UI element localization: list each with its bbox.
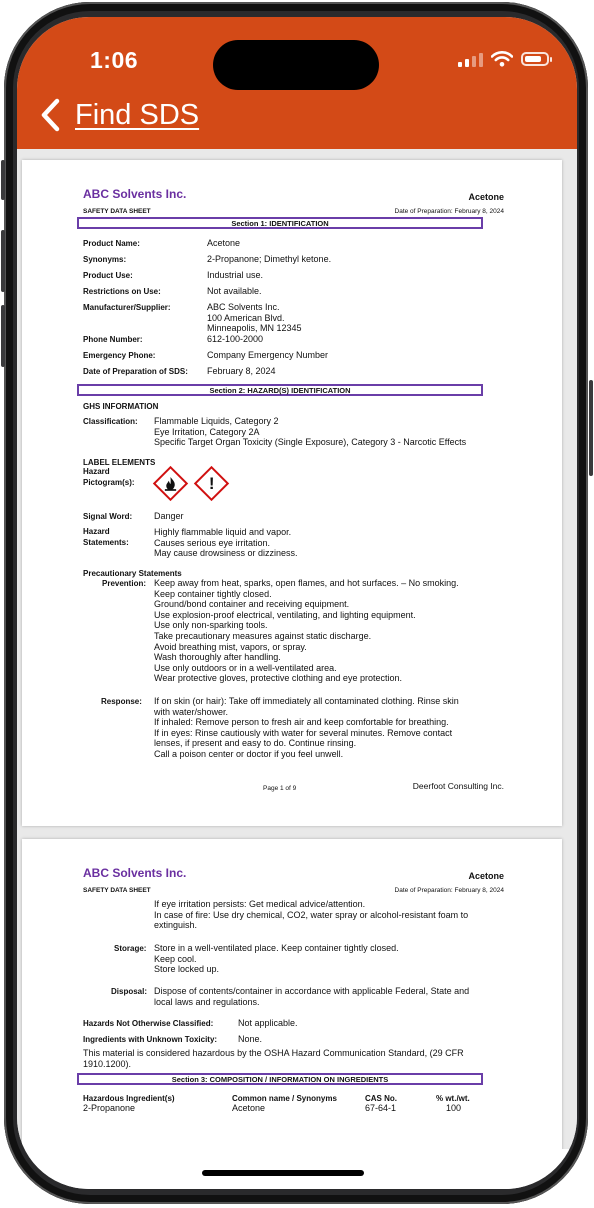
doc-type: SAFETY DATA SHEET [83,887,151,894]
sds-viewer[interactable] [17,149,577,1149]
battery-icon [521,52,549,66]
ghs-heading: GHS INFORMATION [83,402,159,411]
field-label: Manufacturer/Supplier: [83,303,171,312]
table-header: Common name / Synonyms [232,1094,337,1103]
pictogram-row [158,471,224,496]
field-value: Industrial use. [207,270,264,280]
field-label: Restrictions on Use: [83,287,161,296]
volume-up-button[interactable] [1,230,5,292]
response-continued: If eye irritation persists: Get medical advice/attention. In case of fire: Use dry chemical, CO2, water spray or alcohol-resistant foam to extinguish. [154,899,469,931]
power-button[interactable] [589,380,593,476]
signal-word-value: Danger [154,511,184,521]
table-cell: 67-64-1 [365,1103,397,1113]
company-name: ABC Solvents Inc. [83,866,187,880]
doc-type: SAFETY DATA SHEET [83,208,151,215]
wifi-icon [491,51,513,67]
back-button[interactable] [39,98,199,132]
dynamic-island [213,40,379,90]
volume-down-button[interactable] [1,305,5,367]
screen [17,17,577,1189]
table-cell: 100 [446,1103,462,1113]
table-cell: Acetone [232,1103,266,1113]
precautionary-heading: Precautionary Statements [83,569,182,578]
unknown-tox-label: Ingredients with Unknown Toxicity: [83,1035,218,1044]
classification-label: Classification: [83,417,138,426]
prevention-label: Prevention: [102,579,147,588]
sds-page-2 [22,839,562,1149]
pictogram-label: Hazard Pictogram(s): [83,467,135,487]
table-header: Hazardous Ingredient(s) [83,1094,175,1103]
table-cell: 2-Propanone [83,1103,136,1113]
prevention-value: Keep away from heat, sparks, open flames, and hot surfaces. – No smoking. Keep container tightly closed. Ground/bond container and receiving equipment. Use explosion-proof electrical, ventilating, and lighting equipment. Use only non-sparking tools. Take precautionary measures against static discharge. Avoid breathing mist, vapors, or spray. Wash thoroughly after handling. Use only outdoors or in a well-ventilated area. Wear protective gloves, protective clothing and eye protection. [154,578,459,684]
page-number: Page 1 of 9 [263,785,297,792]
hazard-statements-label: Hazard Statements: [83,527,129,547]
signal-word-label: Signal Word: [83,512,133,521]
section-2-header: Section 2: HAZARD(S) IDENTIFICATION [77,384,483,396]
storage-label: Storage: [114,944,147,953]
app-header [17,17,577,149]
field-label: Emergency Phone: [83,351,156,360]
flame-icon [153,466,188,501]
osha-note: This material is considered hazardous by the OSHA Hazard Communication Standard, (29 CFR 1910.1200). [83,1048,464,1069]
field-value: 612-100-2000 [207,334,264,344]
field-value: ABC Solvents Inc. 100 American Blvd. Minneapolis, MN 12345 [207,302,302,334]
exclamation-icon: ! [194,466,229,501]
back-label: Find SDS [75,98,200,131]
field-value: 2-Propanone; Dimethyl ketone. [207,254,332,264]
section-1-header: Section 1: IDENTIFICATION [77,217,483,229]
company-name: ABC Solvents Inc. [83,187,187,201]
prep-date: Date of Preparation: February 8, 2024 [394,208,504,215]
hnoc-label: Hazards Not Otherwise Classified: [83,1019,214,1028]
field-value: Not available. [207,286,262,296]
home-indicator-area [17,1149,577,1189]
field-value: February 8, 2024 [207,366,276,376]
unknown-tox-value: None. [238,1034,263,1044]
table-header: % wt./wt. [436,1094,470,1103]
product-title: Acetone [468,871,504,881]
storage-value: Store in a well-ventilated place. Keep container tightly closed. Keep cool. Store locked up. [154,943,399,975]
field-label: Product Use: [83,271,133,280]
hazard-statements-value: Highly flammable liquid and vapor. Causes serious eye irritation. May cause drowsiness or dizziness. [154,527,298,559]
disposal-value: Dispose of contents/container in accordance with applicable Federal, State and local laws and regulations. [154,986,470,1007]
product-title: Acetone [468,192,504,202]
field-label: Date of Preparation of SDS: [83,367,188,376]
field-value: Acetone [207,238,241,248]
response-value: If on skin (or hair): Take off immediately all contaminated clothing. Rinse skin with water/shower. If inhaled: Remove person to fresh air and keep comfortable for breathing. If in eyes: Rinse cautiously with water for several minutes. Remove contact lenses, if present and easy to do. Continue rinsing. Call a poison center or doctor if you feel unwell. [154,696,459,759]
cellular-signal-icon [458,52,483,67]
chevron-left-icon [39,98,61,132]
hnoc-value: Not applicable. [238,1018,298,1028]
prep-date: Date of Preparation: February 8, 2024 [394,887,504,894]
field-value: Company Emergency Number [207,350,329,360]
status-time: 1:06 [90,47,139,73]
action-button[interactable] [1,160,5,200]
home-indicator[interactable] [202,1170,364,1176]
field-label: Product Name: [83,239,140,248]
consultant-name: Deerfoot Consulting Inc. [412,781,504,791]
response-label: Response: [101,697,142,706]
label-elements-heading: LABEL ELEMENTS [83,458,156,467]
section-3-header: Section 3: COMPOSITION / INFORMATION ON INGREDIENTS [77,1073,483,1085]
sds-page-1 [22,160,562,826]
field-label: Synonyms: [83,255,127,264]
table-header: CAS No. [365,1094,397,1103]
disposal-label: Disposal: [111,987,148,996]
status-icons [458,51,549,67]
classification-value: Flammable Liquids, Category 2 Eye Irritation, Category 2A Specific Target Organ Toxicity (Single Exposure), Category 3 - Narcotic Effects [154,416,467,448]
field-label: Phone Number: [83,335,143,344]
